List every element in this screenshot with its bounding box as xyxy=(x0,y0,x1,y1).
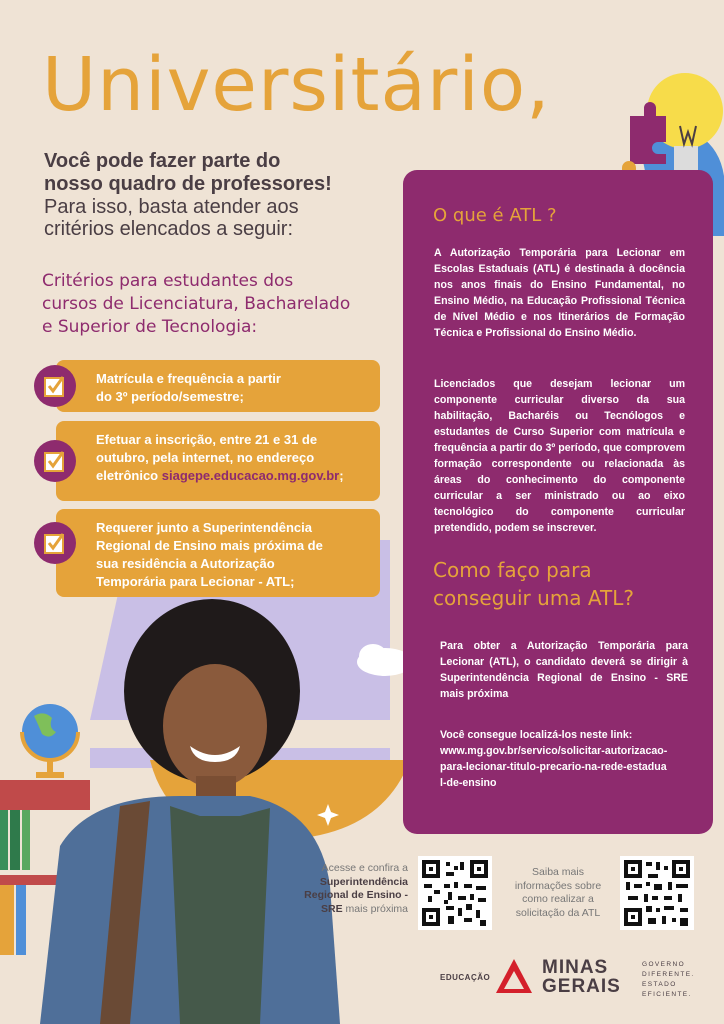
atl-paragraph-3: Para obter a Autorização Temporária para Lecionar (ATL), o candidato deverá se dirigir à Superintendência Regional de Ensino - SRE mais próxima xyxy=(440,640,688,700)
atl-link-block xyxy=(440,727,700,791)
page-title: Universitário, xyxy=(42,42,551,128)
checkbox-icon xyxy=(34,522,76,564)
gov-slogan-line-3: ESTADO xyxy=(642,981,677,988)
gov-slogan xyxy=(642,960,695,1000)
criteria-card-2 xyxy=(56,421,380,501)
education-label: EDUCAÇÃO xyxy=(440,973,491,982)
criteria-card-2-line-2: outubro, pela internet, no endereço xyxy=(96,450,315,465)
qr-atl-caption-line-4: solicitação da ATL xyxy=(515,906,601,919)
checkbox-icon xyxy=(34,365,76,407)
atl-paragraph-1: A Autorização Temporária para Lecionar em Escolas Estaduais (ATL) é destinada à docência nos anos finais do Ensino Fundamental, no Ensino Médio, na Educação Profissional Técnica de Nível Médio e nos Itinerários de Formação Técnica e Profissional do Ensino Médio. xyxy=(434,247,685,339)
atl-heading: O que é ATL ? xyxy=(433,205,557,226)
criteria-card-3-line-2: Regional de Ensino mais próxima de xyxy=(96,538,323,553)
criteria-title-line-2: cursos de Licenciatura, Bacharelado xyxy=(42,294,351,314)
qr-atl-caption xyxy=(506,866,610,920)
qr-code-atl[interactable] xyxy=(620,856,694,930)
atl-heading-2-line-1: Como faço para xyxy=(433,558,592,582)
criteria-card-3-line-3: sua residência a Autorização xyxy=(96,556,275,571)
qr-sre-caption-line-4 xyxy=(304,903,408,917)
qr-sre-caption-line-1: Acesse e confira a xyxy=(321,862,408,874)
siagepe-link[interactable]: siagepe.educacao.mg.gov.br xyxy=(161,468,340,483)
intro-bold-line-2: nosso quadro de professores! xyxy=(44,173,332,195)
qr-sre-caption-line-2 xyxy=(304,876,408,890)
criteria-title-line-1: Critérios para estudantes dos xyxy=(42,271,294,291)
atl-heading-2 xyxy=(433,556,693,612)
intro-text xyxy=(44,150,404,240)
criteria-card-1-line-2: do 3º período/semestre; xyxy=(96,389,244,404)
criteria-card-2-line-1: Efetuar a inscrição, entre 21 e 31 de xyxy=(96,432,318,447)
atl-link-label: Você consegue localizá-los neste link: xyxy=(440,729,633,741)
qr-sre-caption-bold-3: Regional de Ensino - xyxy=(304,889,408,901)
criteria-card-2-line-3-pre: eletrônico xyxy=(96,468,162,483)
gov-slogan-line-1: GOVERNO xyxy=(642,961,686,968)
criteria-card-3-line-4: Temporária para Lecionar - ATL; xyxy=(96,574,295,589)
qr-atl-caption-line-2: informações sobre xyxy=(514,879,602,892)
gov-slogan-line-2: DIFERENTE. xyxy=(642,971,695,978)
criteria-card-3 xyxy=(56,509,380,597)
criteria-card-2-line-3 xyxy=(96,467,366,485)
minas-gerais-wordmark xyxy=(542,958,621,996)
criteria-card-1 xyxy=(56,360,380,412)
gov-name-line-2: GERAIS xyxy=(542,976,621,997)
qr-code-sre[interactable] xyxy=(418,856,492,930)
qr-atl-caption-line-1: Saiba mais xyxy=(532,866,584,878)
atl-heading-2-line-2: conseguir uma ATL? xyxy=(433,586,635,610)
atl-link-line-2[interactable]: para-lecionar-titulo-precario-na-rede-estadua xyxy=(440,761,667,773)
qr-sre-caption-line-3 xyxy=(304,889,408,903)
atl-paragraph-2: Licenciados que desejam lecionar um componente curricular diverso da sua habilitação, Bacharéis ou Tecnólogos e estudantes de Curso Superior com matrícula e frequência a partir do 3º período, que comprovem formação correspondente ou relacionada às áreas do conhecimento do componente curricular a ser ministrado ou ao eixo tecnológico do componente curricular pretendido, podem se inscrever. xyxy=(434,378,685,534)
minas-gerais-logo-icon xyxy=(494,957,534,997)
intro-line-3: Para isso, basta atender aos xyxy=(44,196,299,218)
atl-link-line-3[interactable]: l-de-ensino xyxy=(440,777,497,789)
criteria-card-3-line-1: Requerer junto a Superintendência xyxy=(96,520,312,535)
gov-name-line-1: MINAS xyxy=(542,957,609,978)
criteria-title xyxy=(42,270,402,339)
checkbox-icon xyxy=(34,440,76,482)
criteria-card-2-line-3-post: ; xyxy=(339,468,344,483)
qr-sre-caption xyxy=(304,862,408,916)
criteria-card-1-line-1: Matrícula e frequência a partir xyxy=(96,371,281,386)
qr-sre-caption-bold-4: SRE xyxy=(321,902,343,915)
intro-bold-line-1: Você pode fazer parte do xyxy=(44,150,281,172)
atl-link-line-1[interactable]: www.mg.gov.br/servico/solicitar-autorizacao- xyxy=(440,745,668,757)
qr-atl-caption-line-3: como realizar a xyxy=(522,893,594,905)
gov-slogan-line-4: EFICIENTE. xyxy=(642,991,692,998)
qr-sre-caption-rest-4: mais próxima xyxy=(342,902,408,915)
student-photo xyxy=(0,596,340,1024)
intro-line-4: critérios elencados a seguir: xyxy=(44,218,294,240)
criteria-title-line-3: e Superior de Tecnologia: xyxy=(42,317,258,337)
qr-sre-caption-bold-2: Superintendência xyxy=(319,875,408,888)
